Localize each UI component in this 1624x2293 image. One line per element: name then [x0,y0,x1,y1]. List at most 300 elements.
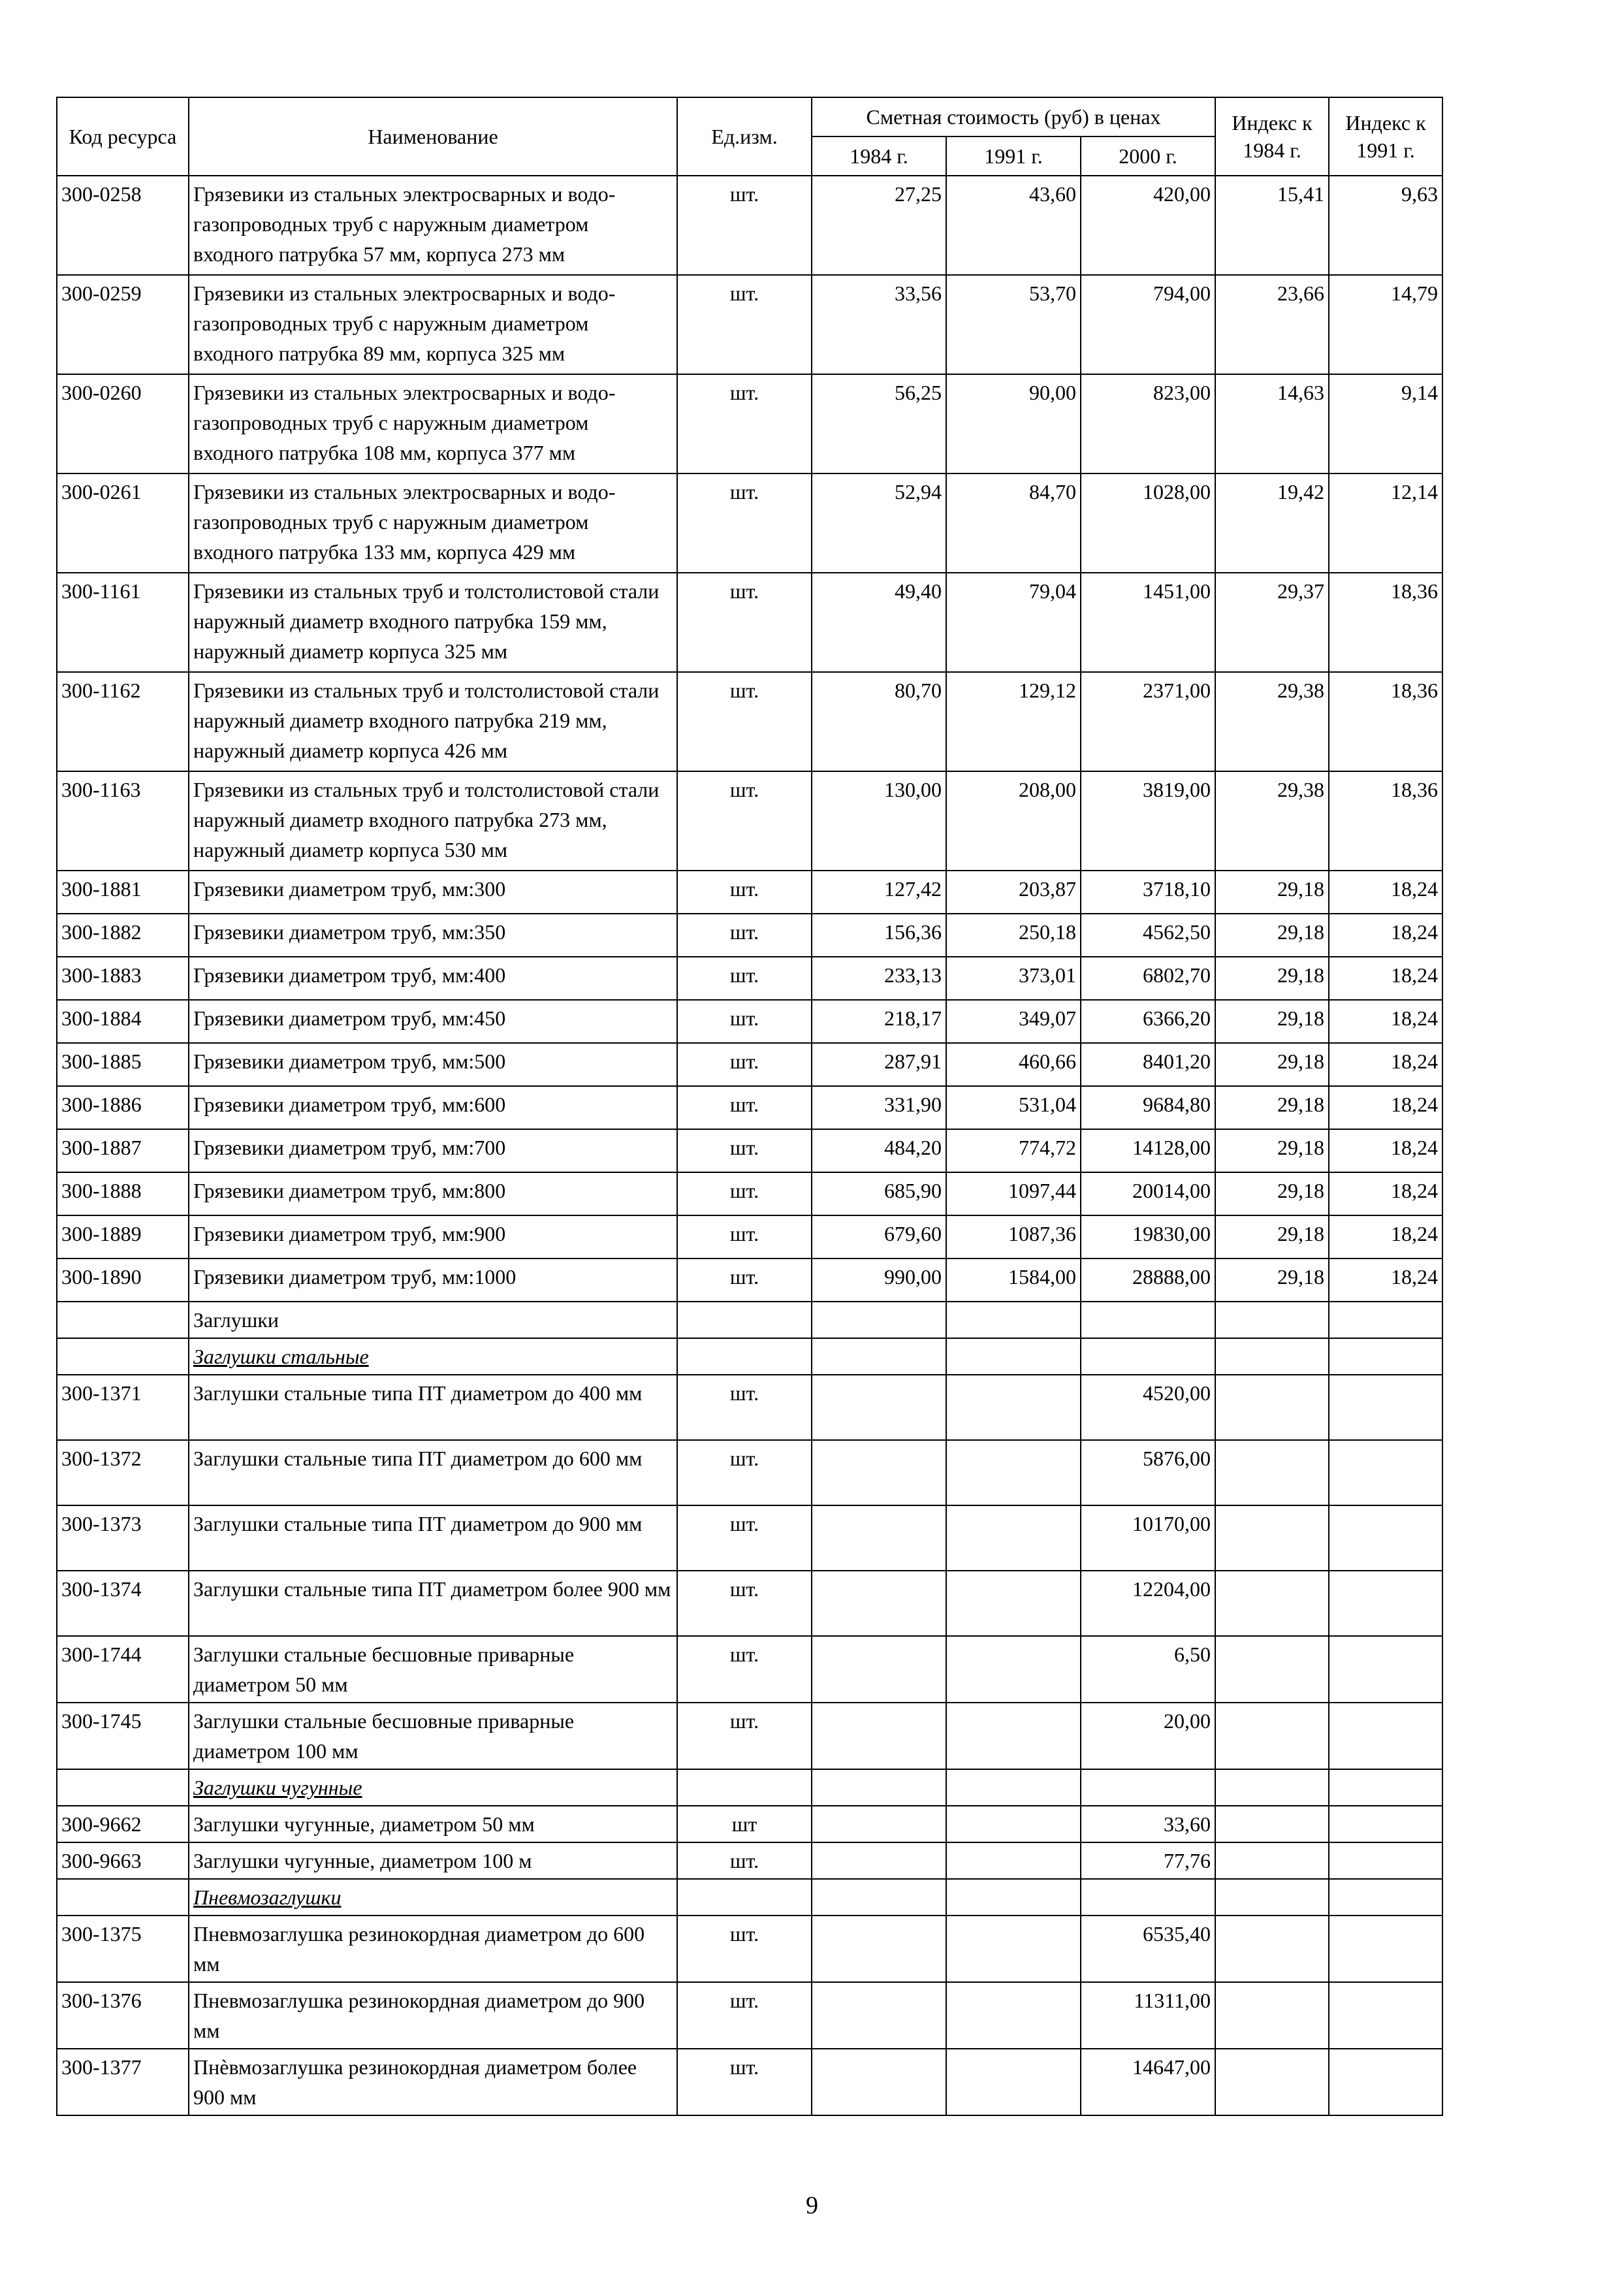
cell-code: 300-0261 [57,473,189,573]
cell-price-1991: 460,66 [946,1043,1081,1086]
cell-code: 300-1883 [57,957,189,1000]
cell-price-1991 [946,1636,1081,1703]
cell-unit: шт. [677,1172,812,1215]
cell-price-2000: 6802,70 [1081,957,1215,1000]
cell-price-2000: 2371,00 [1081,672,1215,771]
cell-price-1984: 33,56 [812,275,946,374]
cell-name: Грязевики диаметром труб, мм:600 [189,1086,677,1129]
cell-index-1991: 18,36 [1329,573,1442,672]
cell-index-1991: 18,24 [1329,1172,1442,1215]
section-title: Заглушки [189,1302,677,1338]
cell-index-1991 [1329,1916,1442,1982]
cell-price-1991 [946,1440,1081,1505]
cell-price-2000: 6535,40 [1081,1916,1215,1982]
cell-code: 300-1371 [57,1375,189,1440]
cell-index-1984: 29,18 [1215,1043,1329,1086]
cell-name: Заглушки чугунные, диаметром 100 м [189,1842,677,1879]
empty-cell [57,1302,189,1338]
cell-index-1984: 29,38 [1215,672,1329,771]
cell-unit: шт. [677,275,812,374]
table-row [57,1375,1442,1440]
cell-name: Грязевики диаметром труб, мм:400 [189,957,677,1000]
cell-price-1984 [812,1806,946,1842]
cell-price-1984 [812,1636,946,1703]
cell-unit: шт. [677,1982,812,2049]
cell-price-1984: 80,70 [812,672,946,771]
header-name: Наименование [189,97,677,176]
cell-price-1991: 349,07 [946,1000,1081,1043]
empty-cell [1329,1302,1442,1338]
cell-unit: шт. [677,1571,812,1636]
cell-code: 300-1377 [57,2049,189,2115]
cell-price-1991: 53,70 [946,275,1081,374]
cell-index-1991: 18,24 [1329,1000,1442,1043]
cell-unit: шт [677,1806,812,1842]
cell-price-1991: 250,18 [946,914,1081,957]
cell-price-2000: 3819,00 [1081,771,1215,871]
cell-price-1991: 90,00 [946,374,1081,473]
empty-cell [1215,1879,1329,1916]
cell-price-1991: 84,70 [946,473,1081,573]
empty-cell [1329,1769,1442,1806]
header-cost-group: Сметная стоимость (руб) в ценах [812,97,1215,136]
header-unit: Ед.изм. [677,97,812,176]
header-year-2000: 2000 г. [1081,136,1215,176]
table-row [57,1916,1442,1982]
empty-cell [812,1879,946,1916]
cell-price-2000: 1451,00 [1081,573,1215,672]
cell-index-1984: 14,63 [1215,374,1329,473]
cell-index-1984 [1215,1636,1329,1703]
header-code: Код ресурса [57,97,189,176]
cell-price-1991 [946,1505,1081,1571]
cell-index-1991: 9,63 [1329,176,1442,275]
cell-price-1991: 203,87 [946,871,1081,914]
cell-index-1984: 29,18 [1215,957,1329,1000]
cell-price-2000: 14647,00 [1081,2049,1215,2115]
cell-code: 300-1890 [57,1259,189,1302]
cell-name: Пневмозаглушка резинокордная диаметром до 900 мм [189,1982,677,2049]
cell-price-1991 [946,1982,1081,2049]
cell-index-1991: 18,24 [1329,1215,1442,1259]
cell-index-1984 [1215,1806,1329,1842]
cell-price-1984 [812,1375,946,1440]
cell-unit: шт. [677,1375,812,1440]
cell-index-1984: 29,18 [1215,1259,1329,1302]
cell-price-2000: 823,00 [1081,374,1215,473]
cell-name: Пнѐвмозаглушка резинокордная диаметром более 900 мм [189,2049,677,2115]
cell-price-1984: 49,40 [812,573,946,672]
cell-price-1984: 52,94 [812,473,946,573]
cell-price-1984 [812,1982,946,2049]
cell-name: Грязевики диаметром труб, мм:500 [189,1043,677,1086]
table-row [57,473,1442,573]
table-header [57,97,1442,176]
cell-price-1984 [812,1842,946,1879]
cell-price-1991 [946,1806,1081,1842]
cell-price-1991: 373,01 [946,957,1081,1000]
cell-index-1991: 18,24 [1329,914,1442,957]
cell-index-1991: 14,79 [1329,275,1442,374]
cell-name: Заглушки стальные бесшовные приварные диаметром 50 мм [189,1636,677,1703]
cell-index-1991: 18,24 [1329,1259,1442,1302]
cell-price-1991: 79,04 [946,573,1081,672]
cell-unit: шт. [677,1129,812,1172]
empty-cell [677,1769,812,1806]
cell-price-1984 [812,1440,946,1505]
cell-index-1991 [1329,1636,1442,1703]
cell-price-1991: 1584,00 [946,1259,1081,1302]
empty-cell [946,1879,1081,1916]
cell-name: Грязевики из стальных электросварных и водо-газопроводных труб с наружным диаметром входного патрубка 133 мм, корпуса 429 мм [189,473,677,573]
table-row [57,1703,1442,1769]
cell-code: 300-1889 [57,1215,189,1259]
cell-unit: шт. [677,1259,812,1302]
price-table [56,97,1443,2116]
subsection-title-row [57,1879,1442,1916]
empty-cell [1081,1879,1215,1916]
cell-price-1991 [946,1916,1081,1982]
cell-price-2000: 6,50 [1081,1636,1215,1703]
cell-index-1991: 18,24 [1329,871,1442,914]
cell-price-2000: 10170,00 [1081,1505,1215,1571]
cell-index-1984: 29,18 [1215,1129,1329,1172]
cell-unit: шт. [677,1000,812,1043]
cell-price-2000: 1028,00 [1081,473,1215,573]
cell-index-1991 [1329,1375,1442,1440]
cell-price-2000: 6366,20 [1081,1000,1215,1043]
table-row [57,275,1442,374]
cell-index-1991 [1329,2049,1442,2115]
cell-price-1991: 208,00 [946,771,1081,871]
table-row [57,1440,1442,1505]
empty-cell [677,1879,812,1916]
cell-price-1991: 531,04 [946,1086,1081,1129]
cell-name: Грязевики из стальных электросварных и водо-газопроводных труб с наружным диаметром входного патрубка 57 мм, корпуса 273 мм [189,176,677,275]
cell-index-1984 [1215,1375,1329,1440]
subsection-title-row [57,1769,1442,1806]
header-year-1984: 1984 г. [812,136,946,176]
cell-unit: шт. [677,1505,812,1571]
cell-price-2000: 14128,00 [1081,1129,1215,1172]
cell-name: Грязевики из стальных труб и толстолистовой стали наружный диаметр входного патрубка 219 мм, наружный диаметр корпуса 426 мм [189,672,677,771]
cell-code: 300-1163 [57,771,189,871]
cell-price-1984 [812,1703,946,1769]
empty-cell [57,1879,189,1916]
cell-price-2000: 9684,80 [1081,1086,1215,1129]
cell-unit: шт. [677,1636,812,1703]
cell-code: 300-1882 [57,914,189,957]
subsection-title: Пневмозаглушки [189,1879,677,1916]
cell-price-1984: 685,90 [812,1172,946,1215]
cell-index-1984 [1215,1916,1329,1982]
cell-index-1984 [1215,1703,1329,1769]
cell-price-2000: 77,76 [1081,1842,1215,1879]
cell-price-2000: 20014,00 [1081,1172,1215,1215]
cell-price-1991: 774,72 [946,1129,1081,1172]
empty-cell [812,1338,946,1375]
table-row [57,1842,1442,1879]
cell-code: 300-1888 [57,1172,189,1215]
cell-code: 300-1744 [57,1636,189,1703]
cell-price-2000: 8401,20 [1081,1043,1215,1086]
cell-index-1991 [1329,1842,1442,1879]
table-body [57,176,1442,2115]
empty-cell [1081,1302,1215,1338]
cell-code: 300-1372 [57,1440,189,1505]
cell-unit: шт. [677,1043,812,1086]
table-row [57,771,1442,871]
empty-cell [1215,1302,1329,1338]
cell-index-1984 [1215,2049,1329,2115]
cell-price-1984: 156,36 [812,914,946,957]
cell-price-2000: 3718,10 [1081,871,1215,914]
cell-code: 300-0260 [57,374,189,473]
cell-price-1991: 1087,36 [946,1215,1081,1259]
cell-code: 300-1375 [57,1916,189,1982]
cell-index-1991 [1329,1571,1442,1636]
cell-index-1984: 29,18 [1215,871,1329,914]
table-row [57,1129,1442,1172]
cell-price-1984: 127,42 [812,871,946,914]
cell-index-1984 [1215,1440,1329,1505]
cell-index-1991 [1329,1440,1442,1505]
cell-index-1991: 18,24 [1329,1129,1442,1172]
cell-price-1984: 27,25 [812,176,946,275]
cell-unit: шт. [677,1440,812,1505]
table-row [57,1505,1442,1571]
cell-name: Грязевики диаметром труб, мм:900 [189,1215,677,1259]
table-row [57,374,1442,473]
cell-price-1991 [946,2049,1081,2115]
table-row [57,1982,1442,2049]
cell-unit: шт. [677,957,812,1000]
cell-name: Грязевики диаметром труб, мм:700 [189,1129,677,1172]
cell-index-1984: 23,66 [1215,275,1329,374]
cell-price-1984: 287,91 [812,1043,946,1086]
cell-price-1991: 43,60 [946,176,1081,275]
table-row [57,1086,1442,1129]
cell-price-1991 [946,1375,1081,1440]
cell-index-1984 [1215,1982,1329,2049]
table-row [57,1806,1442,1842]
cell-index-1984 [1215,1842,1329,1879]
table-row [57,1000,1442,1043]
empty-cell [812,1769,946,1806]
empty-cell [677,1302,812,1338]
cell-price-1984 [812,2049,946,2115]
table-row [57,1172,1442,1215]
empty-cell [946,1338,1081,1375]
cell-price-2000: 12204,00 [1081,1571,1215,1636]
cell-code: 300-9662 [57,1806,189,1842]
cell-code: 300-1745 [57,1703,189,1769]
cell-index-1984: 29,18 [1215,1172,1329,1215]
cell-price-1991 [946,1842,1081,1879]
cell-index-1991 [1329,1806,1442,1842]
cell-index-1991: 18,36 [1329,672,1442,771]
cell-price-2000: 5876,00 [1081,1440,1215,1505]
empty-cell [946,1302,1081,1338]
cell-name: Заглушки стальные бесшовные приварные диаметром 100 мм [189,1703,677,1769]
cell-price-2000: 20,00 [1081,1703,1215,1769]
cell-name: Грязевики диаметром труб, мм:1000 [189,1259,677,1302]
cell-price-1984: 233,13 [812,957,946,1000]
cell-index-1991: 9,14 [1329,374,1442,473]
cell-index-1984: 29,18 [1215,914,1329,957]
cell-index-1984: 29,37 [1215,573,1329,672]
cell-index-1991: 18,24 [1329,957,1442,1000]
cell-price-2000: 794,00 [1081,275,1215,374]
cell-name: Заглушки стальные типа ПТ диаметром до 600 мм [189,1440,677,1505]
cell-unit: шт. [677,1703,812,1769]
cell-price-2000: 420,00 [1081,176,1215,275]
header-index-1991: Индекс к 1991 г. [1329,97,1442,176]
cell-code: 300-0258 [57,176,189,275]
cell-unit: шт. [677,176,812,275]
cell-code: 300-1887 [57,1129,189,1172]
cell-code: 300-1885 [57,1043,189,1086]
cell-name: Заглушки стальные типа ПТ диаметром до 400 мм [189,1375,677,1440]
table-row [57,1043,1442,1086]
table-row [57,573,1442,672]
cell-index-1984 [1215,1571,1329,1636]
cell-code: 300-9663 [57,1842,189,1879]
cell-code: 300-1881 [57,871,189,914]
cell-code: 300-1374 [57,1571,189,1636]
cell-index-1984: 29,18 [1215,1086,1329,1129]
cell-price-1991 [946,1571,1081,1636]
table-row [57,1259,1442,1302]
cell-unit: шт. [677,1842,812,1879]
empty-cell [1081,1769,1215,1806]
empty-cell [1329,1338,1442,1375]
cell-unit: шт. [677,374,812,473]
table-row [57,871,1442,914]
empty-cell [1081,1338,1215,1375]
cell-price-2000: 4562,50 [1081,914,1215,957]
cell-price-2000: 33,60 [1081,1806,1215,1842]
cell-name: Заглушки стальные типа ПТ диаметром более 900 мм [189,1571,677,1636]
cell-unit: шт. [677,1215,812,1259]
table-row [57,672,1442,771]
subsection-title: Заглушки чугунные [189,1769,677,1806]
cell-unit: шт. [677,1916,812,1982]
cell-index-1984: 15,41 [1215,176,1329,275]
cell-price-1984: 130,00 [812,771,946,871]
table-row [57,914,1442,957]
empty-cell [1329,1879,1442,1916]
cell-unit: шт. [677,573,812,672]
cell-index-1991: 12,14 [1329,473,1442,573]
cell-name: Грязевики из стальных электросварных и водо-газопроводных труб с наружным диаметром входного патрубка 89 мм, корпуса 325 мм [189,275,677,374]
cell-code: 300-0259 [57,275,189,374]
cell-unit: шт. [677,1086,812,1129]
table-row [57,2049,1442,2115]
cell-unit: шт. [677,672,812,771]
cell-code: 300-1161 [57,573,189,672]
cell-name: Грязевики из стальных труб и толстолистовой стали наружный диаметр входного патрубка 159 мм, наружный диаметр корпуса 325 мм [189,573,677,672]
header-index-1984: Индекс к 1984 г. [1215,97,1329,176]
cell-price-1984: 484,20 [812,1129,946,1172]
page-number: 9 [806,2192,818,2219]
cell-name: Заглушки стальные типа ПТ диаметром до 900 мм [189,1505,677,1571]
cell-name: Пневмозаглушка резинокордная диаметром до 600 мм [189,1916,677,1982]
cell-price-1991: 129,12 [946,672,1081,771]
cell-name: Грязевики диаметром труб, мм:350 [189,914,677,957]
cell-code: 300-1373 [57,1505,189,1571]
cell-name: Грязевики из стальных труб и толстолистовой стали наружный диаметр входного патрубка 273 мм, наружный диаметр корпуса 530 мм [189,771,677,871]
empty-cell [1215,1338,1329,1375]
cell-code: 300-1376 [57,1982,189,2049]
cell-unit: шт. [677,2049,812,2115]
cell-index-1991: 18,24 [1329,1043,1442,1086]
cell-price-1984 [812,1916,946,1982]
subsection-title-row [57,1338,1442,1375]
cell-price-2000: 19830,00 [1081,1215,1215,1259]
cell-index-1991 [1329,1982,1442,2049]
cell-name: Грязевики диаметром труб, мм:450 [189,1000,677,1043]
cell-price-1984 [812,1571,946,1636]
empty-cell [677,1338,812,1375]
empty-cell [57,1769,189,1806]
empty-cell [57,1338,189,1375]
cell-code: 300-1884 [57,1000,189,1043]
cell-index-1984: 29,38 [1215,771,1329,871]
cell-code: 300-1886 [57,1086,189,1129]
table-row [57,957,1442,1000]
subsection-title: Заглушки стальные [189,1338,677,1375]
empty-cell [946,1769,1081,1806]
table-row [57,1215,1442,1259]
cell-price-1984: 679,60 [812,1215,946,1259]
header-year-1991: 1991 г. [946,136,1081,176]
table-row [57,1636,1442,1703]
table-row [57,176,1442,275]
cell-name: Грязевики диаметром труб, мм:300 [189,871,677,914]
cell-name: Заглушки чугунные, диаметром 50 мм [189,1806,677,1842]
cell-index-1991 [1329,1505,1442,1571]
cell-price-1984: 218,17 [812,1000,946,1043]
cell-price-1984 [812,1505,946,1571]
cell-name: Грязевики из стальных электросварных и водо-газопроводных труб с наружным диаметром входного патрубка 108 мм, корпуса 377 мм [189,374,677,473]
section-title-row [57,1302,1442,1338]
cell-unit: шт. [677,871,812,914]
cell-price-2000: 11311,00 [1081,1982,1215,2049]
cell-price-1991 [946,1703,1081,1769]
cell-price-2000: 28888,00 [1081,1259,1215,1302]
cell-price-1991: 1097,44 [946,1172,1081,1215]
cell-index-1991: 18,24 [1329,1086,1442,1129]
cell-price-2000: 4520,00 [1081,1375,1215,1440]
cell-unit: шт. [677,473,812,573]
cell-index-1984: 29,18 [1215,1215,1329,1259]
cell-index-1984 [1215,1505,1329,1571]
empty-cell [1215,1769,1329,1806]
cell-unit: шт. [677,771,812,871]
cell-price-1984: 56,25 [812,374,946,473]
cell-index-1984: 19,42 [1215,473,1329,573]
cell-price-1984: 990,00 [812,1259,946,1302]
table-row [57,1571,1442,1636]
empty-cell [812,1302,946,1338]
cell-price-1984: 331,90 [812,1086,946,1129]
cell-code: 300-1162 [57,672,189,771]
cell-name: Грязевики диаметром труб, мм:800 [189,1172,677,1215]
cell-unit: шт. [677,914,812,957]
cell-index-1984: 29,18 [1215,1000,1329,1043]
cell-index-1991: 18,36 [1329,771,1442,871]
